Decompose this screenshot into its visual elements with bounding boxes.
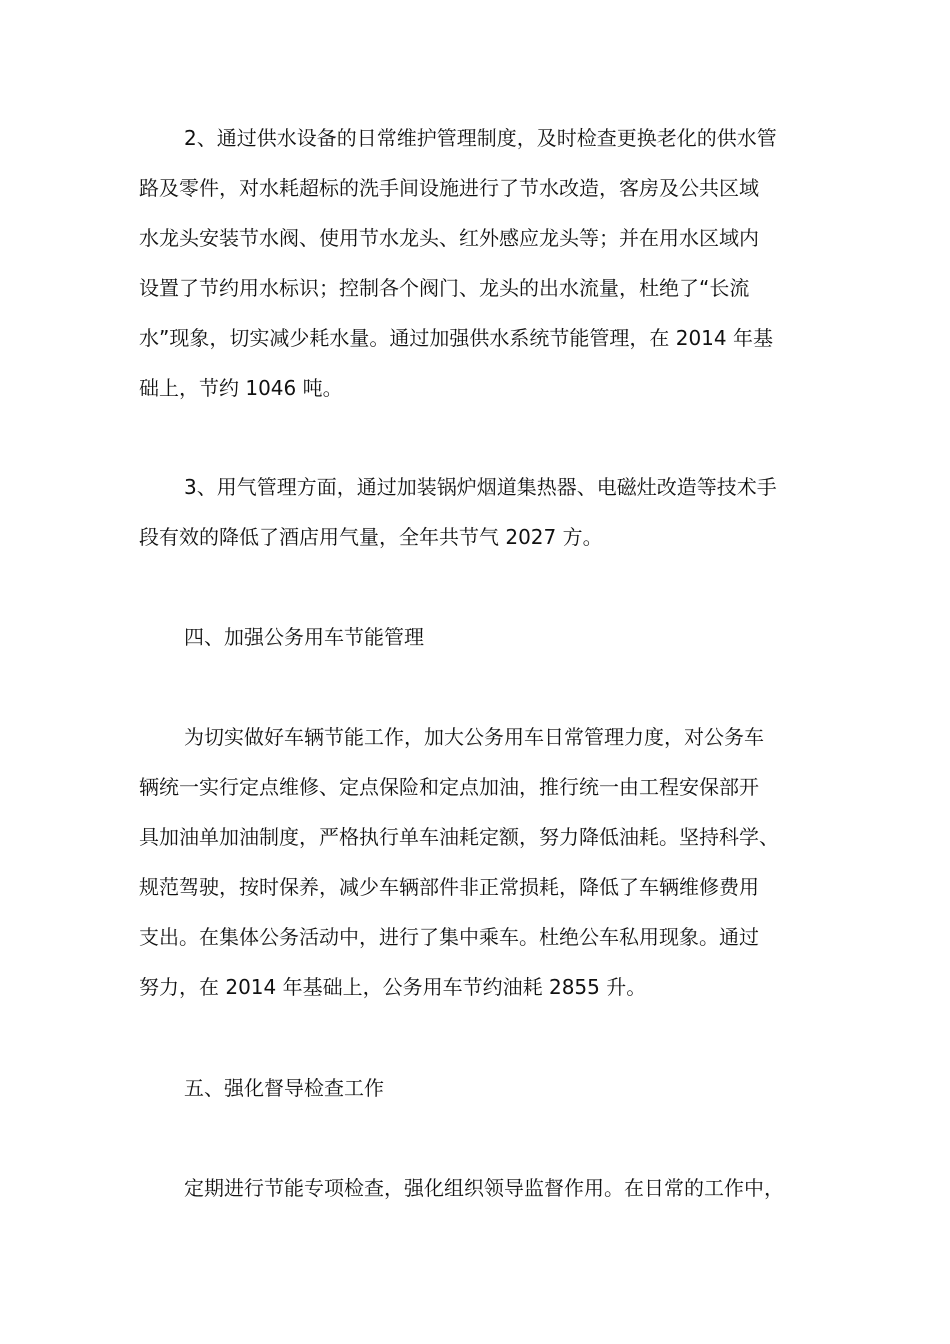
text-line: 具加油单加油制度，严格执行单车油耗定额，努力降低油耗。坚持科学、 bbox=[139, 825, 779, 849]
text-line: 定期进行节能专项检查，强化组织领导监督作用。在日常的工作中， bbox=[184, 1176, 784, 1200]
paragraph-gas-saving bbox=[139, 462, 829, 562]
text-line: 础上，节约 1046 吨。 bbox=[139, 376, 343, 400]
text-line: 支出。在集体公务活动中，进行了集中乘车。杜绝公车私用现象。通过 bbox=[139, 925, 759, 949]
section-heading-text: 四、加强公务用车节能管理 bbox=[184, 625, 424, 649]
paragraph-vehicle-management bbox=[139, 712, 829, 1012]
section-heading-4 bbox=[139, 612, 829, 662]
text-line: 水”现象，切实减少耗水量。通过加强供水系统节能管理，在 2014 年基 bbox=[139, 326, 773, 350]
text-line: 3、用气管理方面，通过加装锅炉烟道集热器、电磁灶改造等技术手 bbox=[184, 475, 777, 499]
text-line: 设置了节约用水标识；控制各个阀门、龙头的出水流量，杜绝了“长流 bbox=[139, 276, 750, 300]
text-line: 辆统一实行定点维修、定点保险和定点加油，推行统一由工程安保部开 bbox=[139, 775, 759, 799]
paragraph-inspection bbox=[139, 1163, 829, 1213]
text-line: 为切实做好车辆节能工作，加大公务用车日常管理力度，对公务车 bbox=[184, 725, 764, 749]
text-line: 段有效的降低了酒店用气量，全年共节气 2027 方。 bbox=[139, 525, 603, 549]
text-line: 2、通过供水设备的日常维护管理制度，及时检查更换老化的供水管 bbox=[184, 126, 777, 150]
paragraph-water-saving bbox=[139, 113, 829, 413]
text-line: 水龙头安装节水阀、使用节水龙头、红外感应龙头等；并在用水区域内 bbox=[139, 226, 759, 250]
text-line: 路及零件，对水耗超标的洗手间设施进行了节水改造，客房及公共区域 bbox=[139, 176, 759, 200]
text-line: 规范驾驶，按时保养，减少车辆部件非正常损耗，降低了车辆维修费用 bbox=[139, 875, 759, 899]
section-heading-5 bbox=[139, 1063, 829, 1113]
section-heading-text: 五、强化督导检查工作 bbox=[184, 1076, 384, 1100]
text-line: 努力，在 2014 年基础上，公务用车节约油耗 2855 升。 bbox=[139, 975, 647, 999]
